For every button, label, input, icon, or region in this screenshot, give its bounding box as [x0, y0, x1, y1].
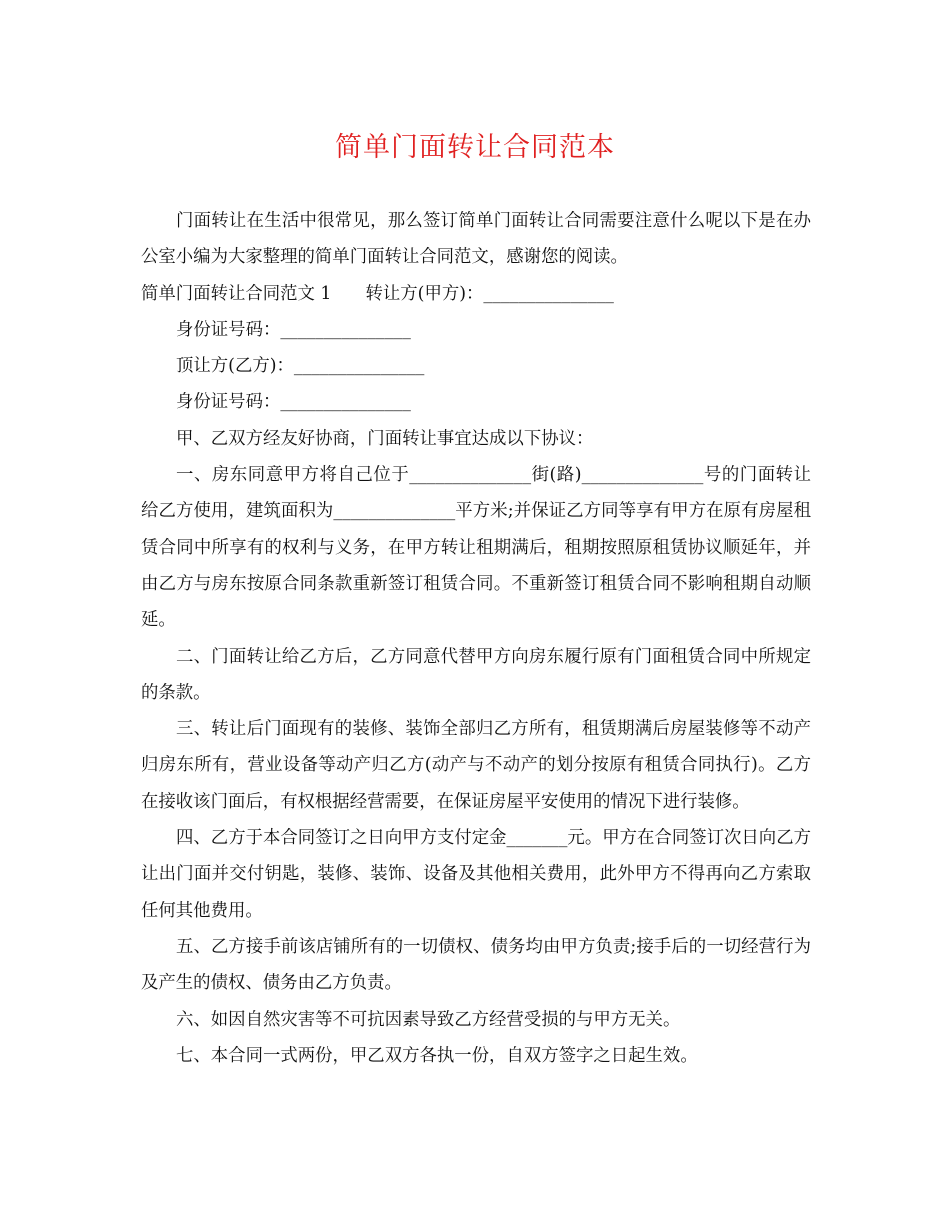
sample-line [141, 276, 811, 312]
clause-6: 六、如因自然灾害等不可抗因素导致乙方经营受损的与甲方无关。 [176, 1009, 681, 1030]
party-a-id-field: 身份证号码：_______________ [176, 319, 411, 340]
clause-7: 七、本合同一式两份，甲乙双方各执一份，自双方签字之日起生效。 [176, 1045, 698, 1066]
clause-3: 三、转让后门面现有的装修、装饰全部归乙方所有，租赁期满后房屋装修等不动产归房东所有，营业设备等动产归乙方(动产与不动产的划分按原有租赁合同执行)。乙方在接收该门面后，有权根据经营需要，在保证房屋平安使用的情况下进行装修。 [141, 719, 811, 812]
document-title: 简单门面转让合同范本 [335, 132, 615, 163]
intro-paragraph: 门面转让在生活中很常见，那么签订简单门面转让合同需要注意什么呢以下是在办公室小编为大家整理的简单门面转让合同范文，感谢您的阅读。 [141, 211, 811, 268]
party-b-id-field: 身份证号码：_______________ [176, 392, 411, 413]
sample-label: 简单门面转让合同范文 1 [141, 283, 332, 304]
clause-2: 二、门面转让给乙方后，乙方同意代替甲方向房东履行原有门面租赁合同中所规定的条款。 [141, 646, 811, 703]
clause-1: 一、房东同意甲方将自己位于______________街(路)______________号的门面转让给乙方使用，建筑面积为______________平方米;并保证乙方同等享有甲方在原有房屋租赁合同中所享有的权利与义务，在甲方转让租期满后，租期按照原租赁协议顺延年，并由乙方与房东按原合同条款重新签订租赁合同。不重新签订租赁合同不影响租期自动顺延。 [141, 465, 811, 631]
party-b-field: 顶让方(乙方)：_______________ [176, 356, 425, 377]
party-a-field: 转让方(甲方)：_______________ [365, 283, 614, 304]
clause-4: 四、乙方于本合同签订之日向甲方支付定金_______元。甲方在合同签订次日向乙方让出门面并交付钥匙，装修、装饰、设备及其他相关费用，此外甲方不得再向乙方索取任何其他费用。 [141, 828, 811, 921]
document-body [141, 203, 811, 1074]
clause-5: 五、乙方接手前该店铺所有的一切债权、债务均由甲方负责;接手后的一切经营行为及产生的债权、债务由乙方负责。 [141, 936, 811, 994]
preamble-paragraph: 甲、乙双方经友好协商，门面转让事宜达成以下协议： [176, 428, 594, 449]
